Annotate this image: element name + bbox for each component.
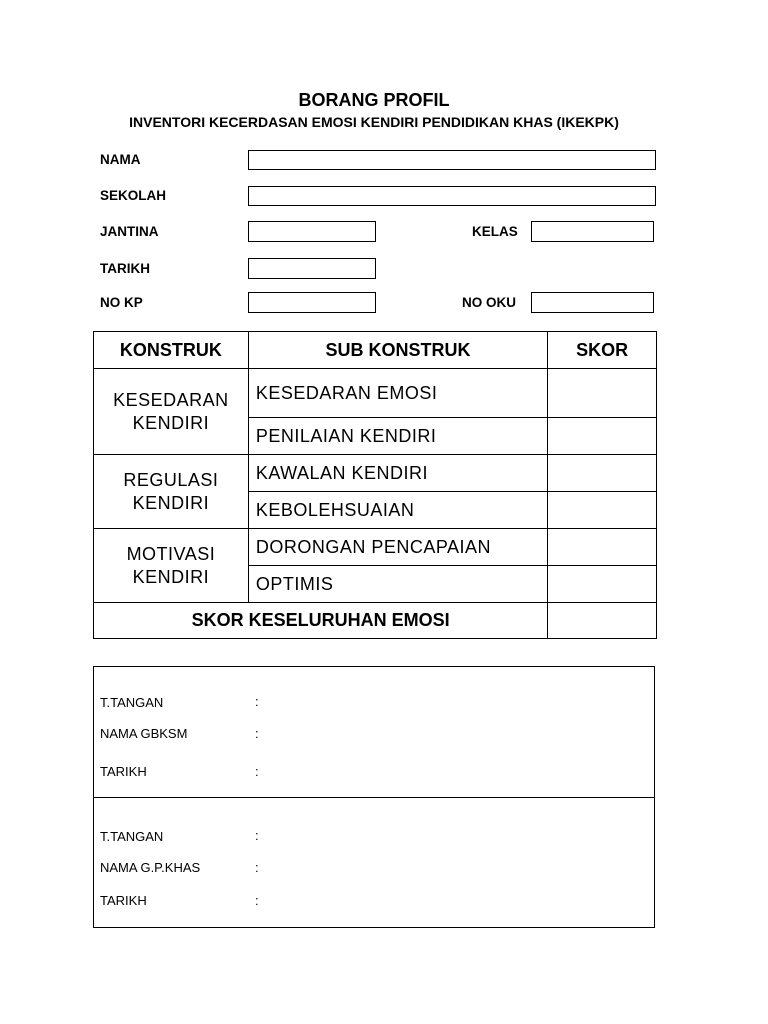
skor-cell[interactable]: [548, 369, 657, 418]
konstruk-line: KENDIRI: [132, 412, 210, 433]
kelas-label: KELAS: [472, 224, 518, 239]
no-oku-field[interactable]: [531, 292, 654, 313]
konstruk-line: KENDIRI: [132, 566, 210, 587]
skor-cell[interactable]: [548, 455, 657, 492]
sub-konstruk-cell: PENILAIAN KENDIRI: [248, 418, 547, 455]
sub-konstruk-cell: DORONGAN PENCAPAIAN: [248, 529, 547, 566]
nama-label: NAMA: [100, 152, 141, 167]
skor-cell[interactable]: [548, 529, 657, 566]
skor-cell[interactable]: [548, 566, 657, 603]
score-table: [93, 331, 657, 639]
table-row: [94, 529, 657, 566]
no-kp-field[interactable]: [248, 292, 376, 313]
konstruk-cell: [94, 529, 249, 603]
skor-header: SKOR: [548, 332, 657, 369]
konstruk-line: KESEDARAN: [113, 389, 229, 410]
sub-konstruk-cell: KEBOLEHSUAIAN: [248, 492, 547, 529]
total-skor-cell[interactable]: [548, 603, 657, 639]
konstruk-line: MOTIVASI: [126, 543, 216, 564]
colon: :: [255, 694, 259, 709]
konstruk-cell: [94, 455, 249, 529]
table-row: [94, 455, 657, 492]
signature-block-gbksm: [93, 666, 655, 798]
colon: :: [255, 828, 259, 843]
form-subtitle: INVENTORI KECERDASAN EMOSI KENDIRI PENDIDIKAN KHAS (IKEKPK): [129, 114, 619, 130]
table-row: [94, 369, 657, 418]
colon: :: [255, 726, 259, 741]
tarikh-label: TARIKH: [100, 261, 150, 276]
colon: :: [255, 860, 259, 875]
no-kp-label: NO KP: [100, 295, 143, 310]
total-label: SKOR KESELURUHAN EMOSI: [94, 603, 548, 639]
sub-konstruk-cell: KAWALAN KENDIRI: [248, 455, 547, 492]
nama-gbksm-label: NAMA GBKSM: [100, 726, 188, 741]
colon: :: [255, 893, 259, 908]
sub-konstruk-cell: KESEDARAN EMOSI: [248, 369, 547, 418]
nama-gpkhas-label: NAMA G.P.KHAS: [100, 860, 201, 875]
total-row: [94, 603, 657, 639]
jantina-label: JANTINA: [100, 224, 159, 239]
tarikh-field[interactable]: [248, 258, 376, 279]
skor-cell[interactable]: [548, 418, 657, 455]
ttangan-label: T.TANGAN: [100, 695, 164, 710]
tarikh-label: TARIKH: [100, 764, 147, 779]
kelas-field[interactable]: [531, 221, 654, 242]
sub-konstruk-header: SUB KONSTRUK: [248, 332, 547, 369]
sub-konstruk-cell: OPTIMIS: [248, 566, 547, 603]
jantina-field[interactable]: [248, 221, 376, 242]
konstruk-line: KENDIRI: [132, 492, 210, 513]
sekolah-label: SEKOLAH: [100, 188, 167, 203]
colon: :: [255, 764, 259, 779]
no-oku-label: NO OKU: [462, 295, 516, 310]
skor-cell[interactable]: [548, 492, 657, 529]
nama-field[interactable]: [248, 150, 656, 170]
konstruk-header: KONSTRUK: [94, 332, 249, 369]
sekolah-field[interactable]: [248, 186, 656, 206]
tarikh-label: TARIKH: [100, 893, 147, 908]
signature-block-gpkhas: [93, 797, 655, 928]
form-title: BORANG PROFIL: [298, 90, 450, 110]
konstruk-line: REGULASI: [123, 469, 219, 490]
table-header-row: [94, 332, 657, 369]
ttangan-label: T.TANGAN: [100, 829, 164, 844]
konstruk-cell: [94, 369, 249, 455]
